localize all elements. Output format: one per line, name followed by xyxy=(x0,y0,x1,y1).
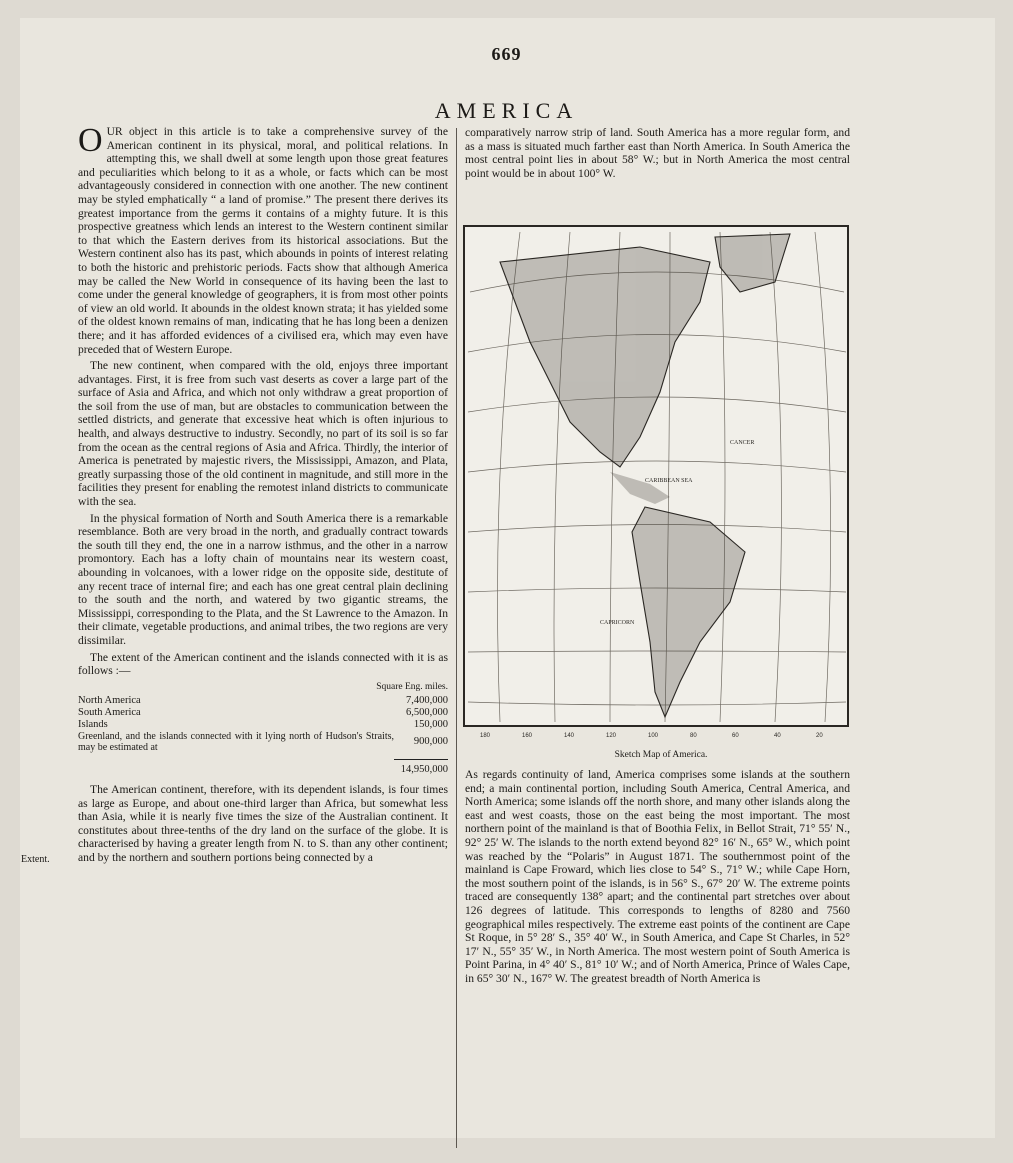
paragraph-extent: The extent of the American continent and the islands connected with it is as follows :— xyxy=(78,650,448,678)
paragraph-intro-text: UR object in this article is to take a comprehensive survey of the American continent in its physical, moral, and political relations. In attempting this, we shall dwell at some length upon those great features and peculiarities which belong to it as a whole, or facts which can be most advantageously considered in connection with one another. The new continent may be styled emphatically “ a land of promise.” The present there derives its greatest importance from the germs it contains of a mighty future. It is this prospective greatness which lends an interest to the Western continent similar to that which the Eastern derives from its historical associations. But the Western continent also has its past, which abounds in points of interest relating to both the historic and prehistoric periods. Facts show that although America may be called the New World in consequence of its having been the last to come under the general knowledge of geographers, it is from most other points of view an old world. It abounds in the oldest known strata; it has yielded some of the oldest known remains of man, indicating that he has long been a denizen there; and it has afforded evidences of a civilised era, which may even have preceded that of Western Europe. xyxy=(78,125,448,356)
paragraph-continuation: comparatively narrow strip of land. South America has a more regular form, and as a mass is situated much farther east than North America. In South America the most central point lies in about 58° W.; but in North America the most central point would be in about 100° W. xyxy=(465,126,850,180)
right-column-bottom xyxy=(465,768,850,989)
table-row-value: 7,400,000 xyxy=(406,695,448,707)
longitude-label: 100 xyxy=(648,733,659,739)
longitude-label: 160 xyxy=(522,733,533,739)
table-row-value: 6,500,000 xyxy=(406,707,448,719)
label-cancer: CANCER xyxy=(730,440,755,446)
table-row xyxy=(78,731,448,753)
paragraph-advantages: The new continent, when compared with the old, enjoys three important advantages. First, it is free from such vast deserts as cover a large part of the surface of Asia and Africa, and which not only withdraw a great proportion of the soil from the use of man, but are obstacles to communication between the settled districts, and generate that excessive heat which is often injurious to health, and always destructive to industry. Secondly, no part of its soil is so far from the ocean as the central regions of Asia and Africa. Thirdly, the interior of America is penetrated by majestic rivers, the Mississippi, Amazon, and Plata, greatly surpassing those of the old continent in magnitude, and still more in the facilities they present for enabling the remotest inland districts to communicate with the sea. xyxy=(78,359,448,509)
longitude-label: 40 xyxy=(774,733,781,739)
paragraph-continuity: As regards continuity of land, America comprises some islands at the southern end; a main continental portion, including South America, Central America, and North America; some islands off the north shore, and many other islands along the east and west coasts, those on the east being the most important. The most northern point of the mainland is that of Boothia Felix, in Bellot Strait, 71° 55′ N., 92° 25′ W. The islands to the north extend beyond 82° 16′ N., 65° W., which point was reached by the “Polaris” in August 1871. The southernmost point of the mainland is Cape Froward, which lies close to 54° S., 71° W.; while Cape Horn, the most southern point of the islands, is in 56° S., 67° 20′ W. The extreme points traced are consequently 138° apart; and the continental part stretches over about 126 degrees of latitude. This corresponds to lengths of 8280 and 7560 geographical miles respectively. The extreme east points of the continent are Cape St Roque, in 5° 28′ S., 35° 40′ W., in South America, and Cape St Charles, in 52° 17′ N., 55° 35′ W., in North America. The most western point of South America is Point Parina, in 4° 40′ S., 81° 10′ W.; and of North America, Prince of Wales Cape, in 65° 30′ N., 167° W. The greatest breadth of North America is xyxy=(465,768,850,985)
column-divider xyxy=(456,128,457,1148)
table-row-label: Greenland, and the islands connected with it lying north of Hudson's Straits, may be estimated at xyxy=(78,731,394,754)
label-capricorn: CAPRICORN xyxy=(600,620,635,626)
table-total xyxy=(78,759,448,777)
longitude-label: 20 xyxy=(816,733,823,739)
paragraph-intro xyxy=(78,122,448,356)
drop-cap: O xyxy=(78,122,103,159)
table-row-label: Islands xyxy=(78,719,108,731)
label-caribbean-sea: CARIBBEAN SEA xyxy=(645,478,693,484)
map-caption: Sketch Map of America. xyxy=(614,750,708,760)
table-row-value: 150,000 xyxy=(413,719,448,731)
article-title: AMERICA xyxy=(434,98,579,123)
longitude-label: 80 xyxy=(690,733,697,739)
table-unit-header: Square Eng. miles. xyxy=(376,681,448,692)
page-number: 669 xyxy=(491,44,522,64)
longitude-label: 180 xyxy=(480,733,491,739)
margin-note-extent: Extent. xyxy=(21,854,50,865)
left-column xyxy=(78,122,448,1145)
table-row-value: 900,000 xyxy=(413,736,448,748)
longitude-label: 60 xyxy=(732,733,739,739)
longitude-label: 140 xyxy=(564,733,575,739)
table-row xyxy=(78,695,448,707)
longitude-ticks xyxy=(480,733,823,739)
table-row-label: South America xyxy=(78,707,141,719)
sketch-map xyxy=(460,222,852,744)
paragraph-physical-formation: In the physical formation of North and South America there is a remarkable resemblance. Both are very broad in the north, and gradually contract towards the south till they end, the one in a narrow isthmus, and the other in a narrow promontory. Each has a lofty chain of mountains near its western coast, abounding in volcanoes, with a lower ridge on the opposite side, destitute of any recent trace of internal fire; and each has one great central plain declining to the south and the north, and watered by two gigantic streams, the Mississippi, corresponding to the Plata, and the St Lawrence to the Amazon. In their climate, vegetable productions, and animal tribes, the two regions are very dissimilar. xyxy=(78,511,448,647)
table-row-label: North America xyxy=(78,695,141,707)
extent-table xyxy=(78,681,448,777)
right-column-top xyxy=(465,126,850,183)
table-row xyxy=(78,719,448,731)
table-row xyxy=(78,707,448,719)
paragraph-comparison: The American continent, therefore, with its dependent islands, is four times as large as Europe, and about one-third larger than Africa, but somewhat less than Asia, while it is nearly five times the size of the Australian continent. It constitutes about three-tenths of the dry land on the surface of the globe. It is characterised by having a greater length from N. to S. than any other continent; and by the northern and southern portions being connected by a xyxy=(78,782,448,864)
longitude-label: 120 xyxy=(606,733,617,739)
table-total-value: 14,950,000 xyxy=(394,759,448,777)
